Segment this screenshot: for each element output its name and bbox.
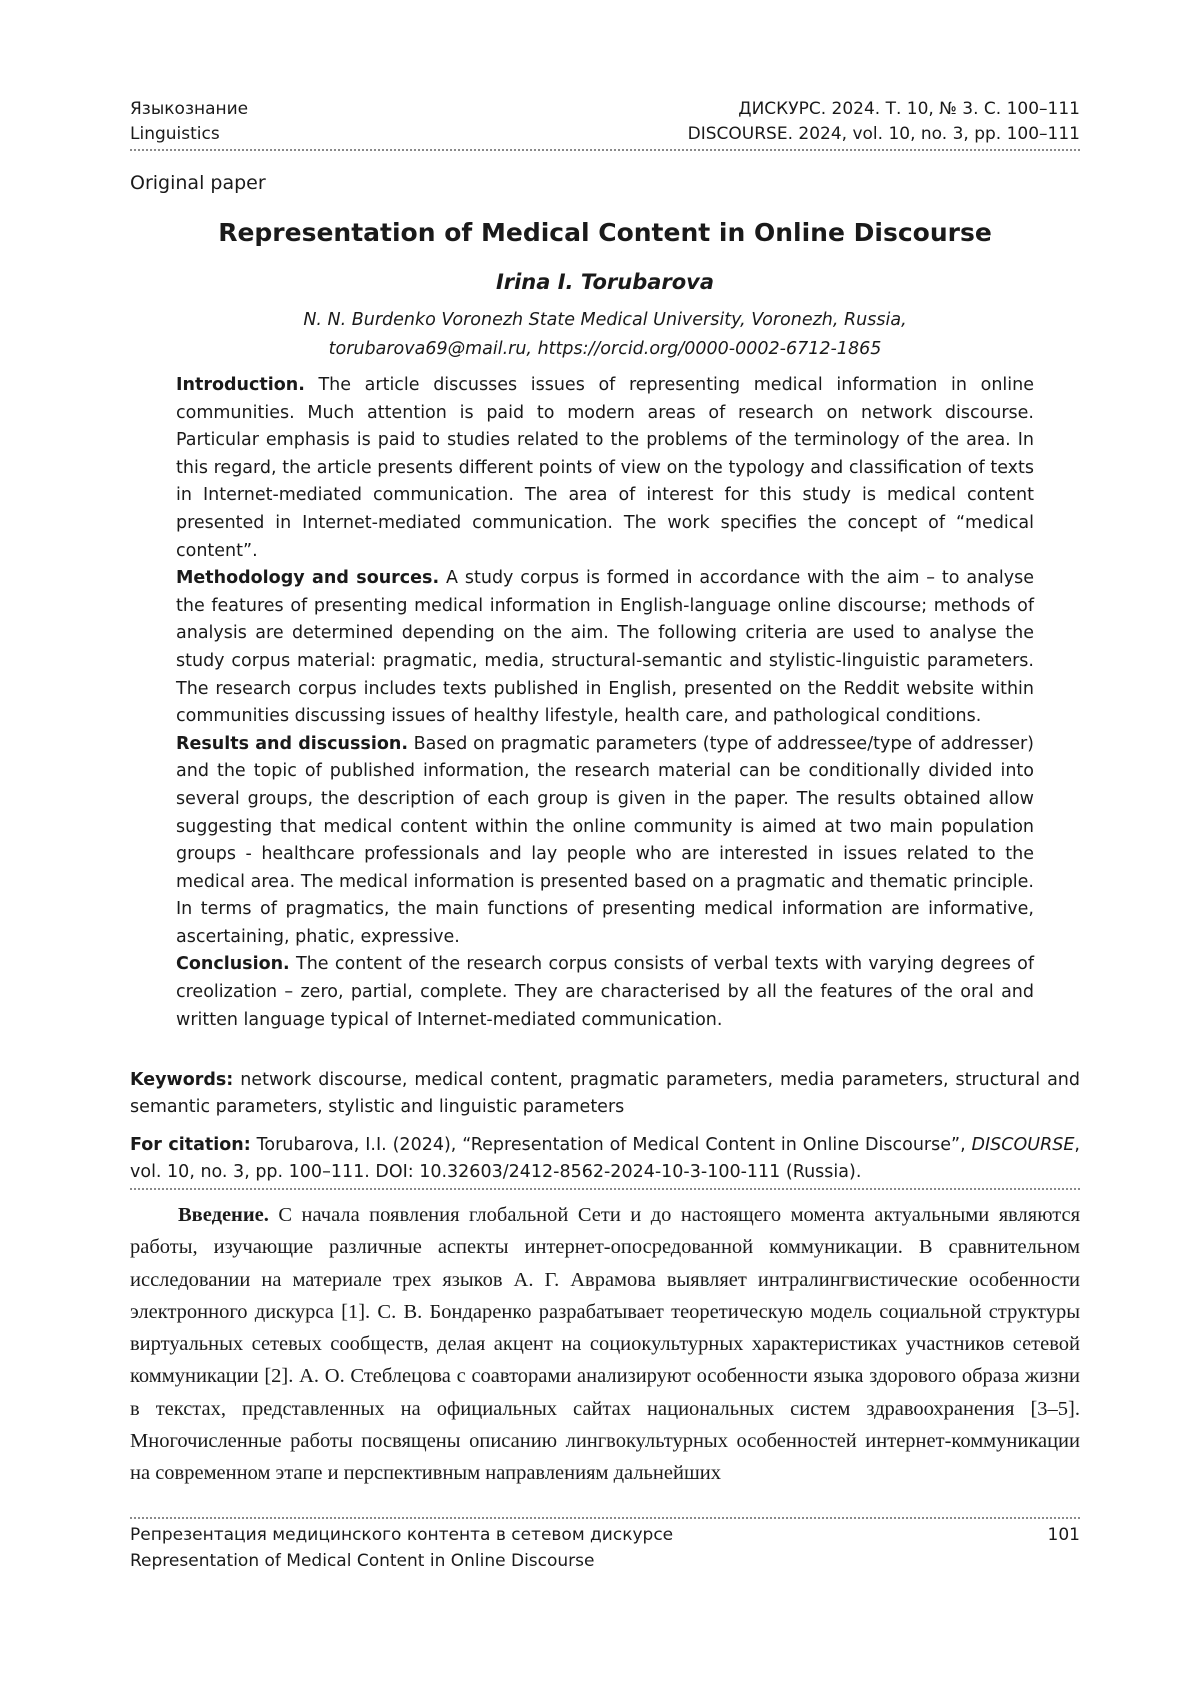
citation-journal: DISCOURSE bbox=[971, 1135, 1075, 1155]
header-journal-en: DISCOURSE. 2024, vol. 10, no. 3, pp. 100–111 bbox=[687, 124, 1080, 144]
abstract-introduction-text: The article discusses issues of representing medical information in online communities. Much attention is paid to modern areas of research on network discourse. Particular emphasis is paid to studies related to the problems of the terminology of the area. In this regard, the article presents different points of view on the typology and classification of texts in Internet-mediated communication. The area of interest for this study is medical content presented in Internet-mediated communication. The work specifies the concept of “medical content”. bbox=[176, 375, 1034, 561]
footer-title-en: Representation of Medical Content in Online Discourse bbox=[130, 1551, 595, 1571]
body-lead: Введение. bbox=[178, 1204, 269, 1226]
abstract bbox=[176, 372, 1034, 1034]
citation-text-before: Torubarova, I.I. (2024), “Representation of Medical Content in Online Discourse”, bbox=[250, 1135, 972, 1155]
page-number: 101 bbox=[1047, 1525, 1080, 1545]
citation-label: For citation: bbox=[130, 1135, 251, 1155]
running-header bbox=[130, 97, 1080, 147]
page bbox=[130, 0, 1080, 1697]
abstract-methodology-text: A study corpus is formed in accordance with the aim – to analyse the features of presenting medical information in English-language online discourse; methods of analysis are determined depending on the aim. The following criteria are used to analyse the study corpus material: pragmatic, media, structural-semantic and stylistic-linguistic parameters. The research corpus includes texts published in English, presented on the Reddit website within communities discussing issues of healthy lifestyle, health care, and pathological conditions. bbox=[176, 568, 1035, 727]
header-journal-ru: ДИСКУРС. 2024. Т. 10, № 3. С. 100–111 bbox=[738, 99, 1080, 119]
footer-divider bbox=[130, 1517, 1080, 1519]
citation bbox=[130, 1132, 1080, 1186]
keywords bbox=[130, 1067, 1080, 1121]
keywords-label: Keywords: bbox=[130, 1070, 234, 1090]
article-title: Representation of Medical Content in Online Discourse bbox=[218, 218, 992, 247]
header-divider bbox=[130, 149, 1080, 151]
paper-type: Original paper bbox=[130, 172, 266, 194]
abstract-results-text: Based on pragmatic parameters (type of addressee/type of addresser) and the topic of published information, the research material can be conditionally divided into several groups, the description of each group is given in the paper. The results obtained allow suggesting that medical content within the online community is aimed at two main population groups - healthcare professionals and lay people who are interested in issues related to the medical area. The medical information is presented based on a pragmatic and thematic principle. In terms of pragmatics, the main functions of presenting medical information are informative, ascertaining, phatic, expressive. bbox=[176, 733, 1034, 947]
header-section-ru: Языкознание bbox=[130, 99, 249, 119]
affiliation-contact: torubarova69@mail.ru, https://orcid.org/0000-0002-6712-1865 bbox=[328, 339, 882, 359]
abstract-introduction-label: Introduction. bbox=[176, 375, 305, 395]
abstract-results-label: Results and discussion. bbox=[176, 733, 408, 754]
running-footer bbox=[130, 1522, 1080, 1574]
author-name: Irina I. Torubarova bbox=[495, 270, 715, 294]
abstract-methodology-label: Methodology and sources. bbox=[176, 568, 440, 589]
affiliation-institution: N. N. Burdenko Voronezh State Medical University, Voronezh, Russia, bbox=[303, 310, 907, 330]
abstract-introduction bbox=[176, 372, 1034, 565]
abstract-results bbox=[176, 731, 1034, 952]
abstract-conclusion-text: The content of the research corpus consists of verbal texts with varying degrees of creolization – zero, partial, complete. They are characterised by all the features of the oral and written language typical of Internet-mediated communication. bbox=[176, 954, 1034, 1030]
abstract-conclusion-label: Conclusion. bbox=[176, 954, 290, 975]
footer-title-ru: Репрезентация медицинского контента в сетевом дискурсе bbox=[130, 1525, 674, 1545]
citation-text-after: , vol. 10, no. 3, pp. 100–111. DOI: 10.32603/2412-8562-2024-10-3-100-111 (Russia). bbox=[130, 1135, 1080, 1182]
abstract-methodology bbox=[176, 565, 1034, 731]
author-affiliation bbox=[130, 306, 1080, 364]
abstract-divider bbox=[130, 1188, 1080, 1190]
keywords-text: network discourse, medical content, pragmatic parameters, media parameters, structural and semantic parameters, stylistic and linguistic parameters bbox=[130, 1070, 1080, 1117]
body-text-introduction bbox=[130, 1199, 1080, 1490]
body-paragraph: С начала появления глобальной Сети и до настоящего момента актуальными являются работы, изучающие различные аспекты интернет-опосредованной коммуникации. В сравнительном исследовании на материале трех языков А. Г. Аврамова выявляет интралингвистические особенности электронного дискурса [1]. С. В. Бондаренко разрабатывает теоретическую модель социальной структуры виртуальных сетевых сообществ, делая акцент на социокультурных характеристиках участников сетевой коммуникации [2]. А. О. Стеблецова с соавторами анализируют особенности языка здорового образа жизни в текстах, представленных на официальных сайтах национальных систем здравоохранения [3–5]. Многочисленные работы посвящены описанию лингвокультурных особенностей интернет-коммуникации на современном этапе и перспективным направлениям дальнейших bbox=[130, 1204, 1080, 1485]
abstract-conclusion bbox=[176, 951, 1034, 1034]
header-section-en: Linguistics bbox=[130, 124, 220, 144]
